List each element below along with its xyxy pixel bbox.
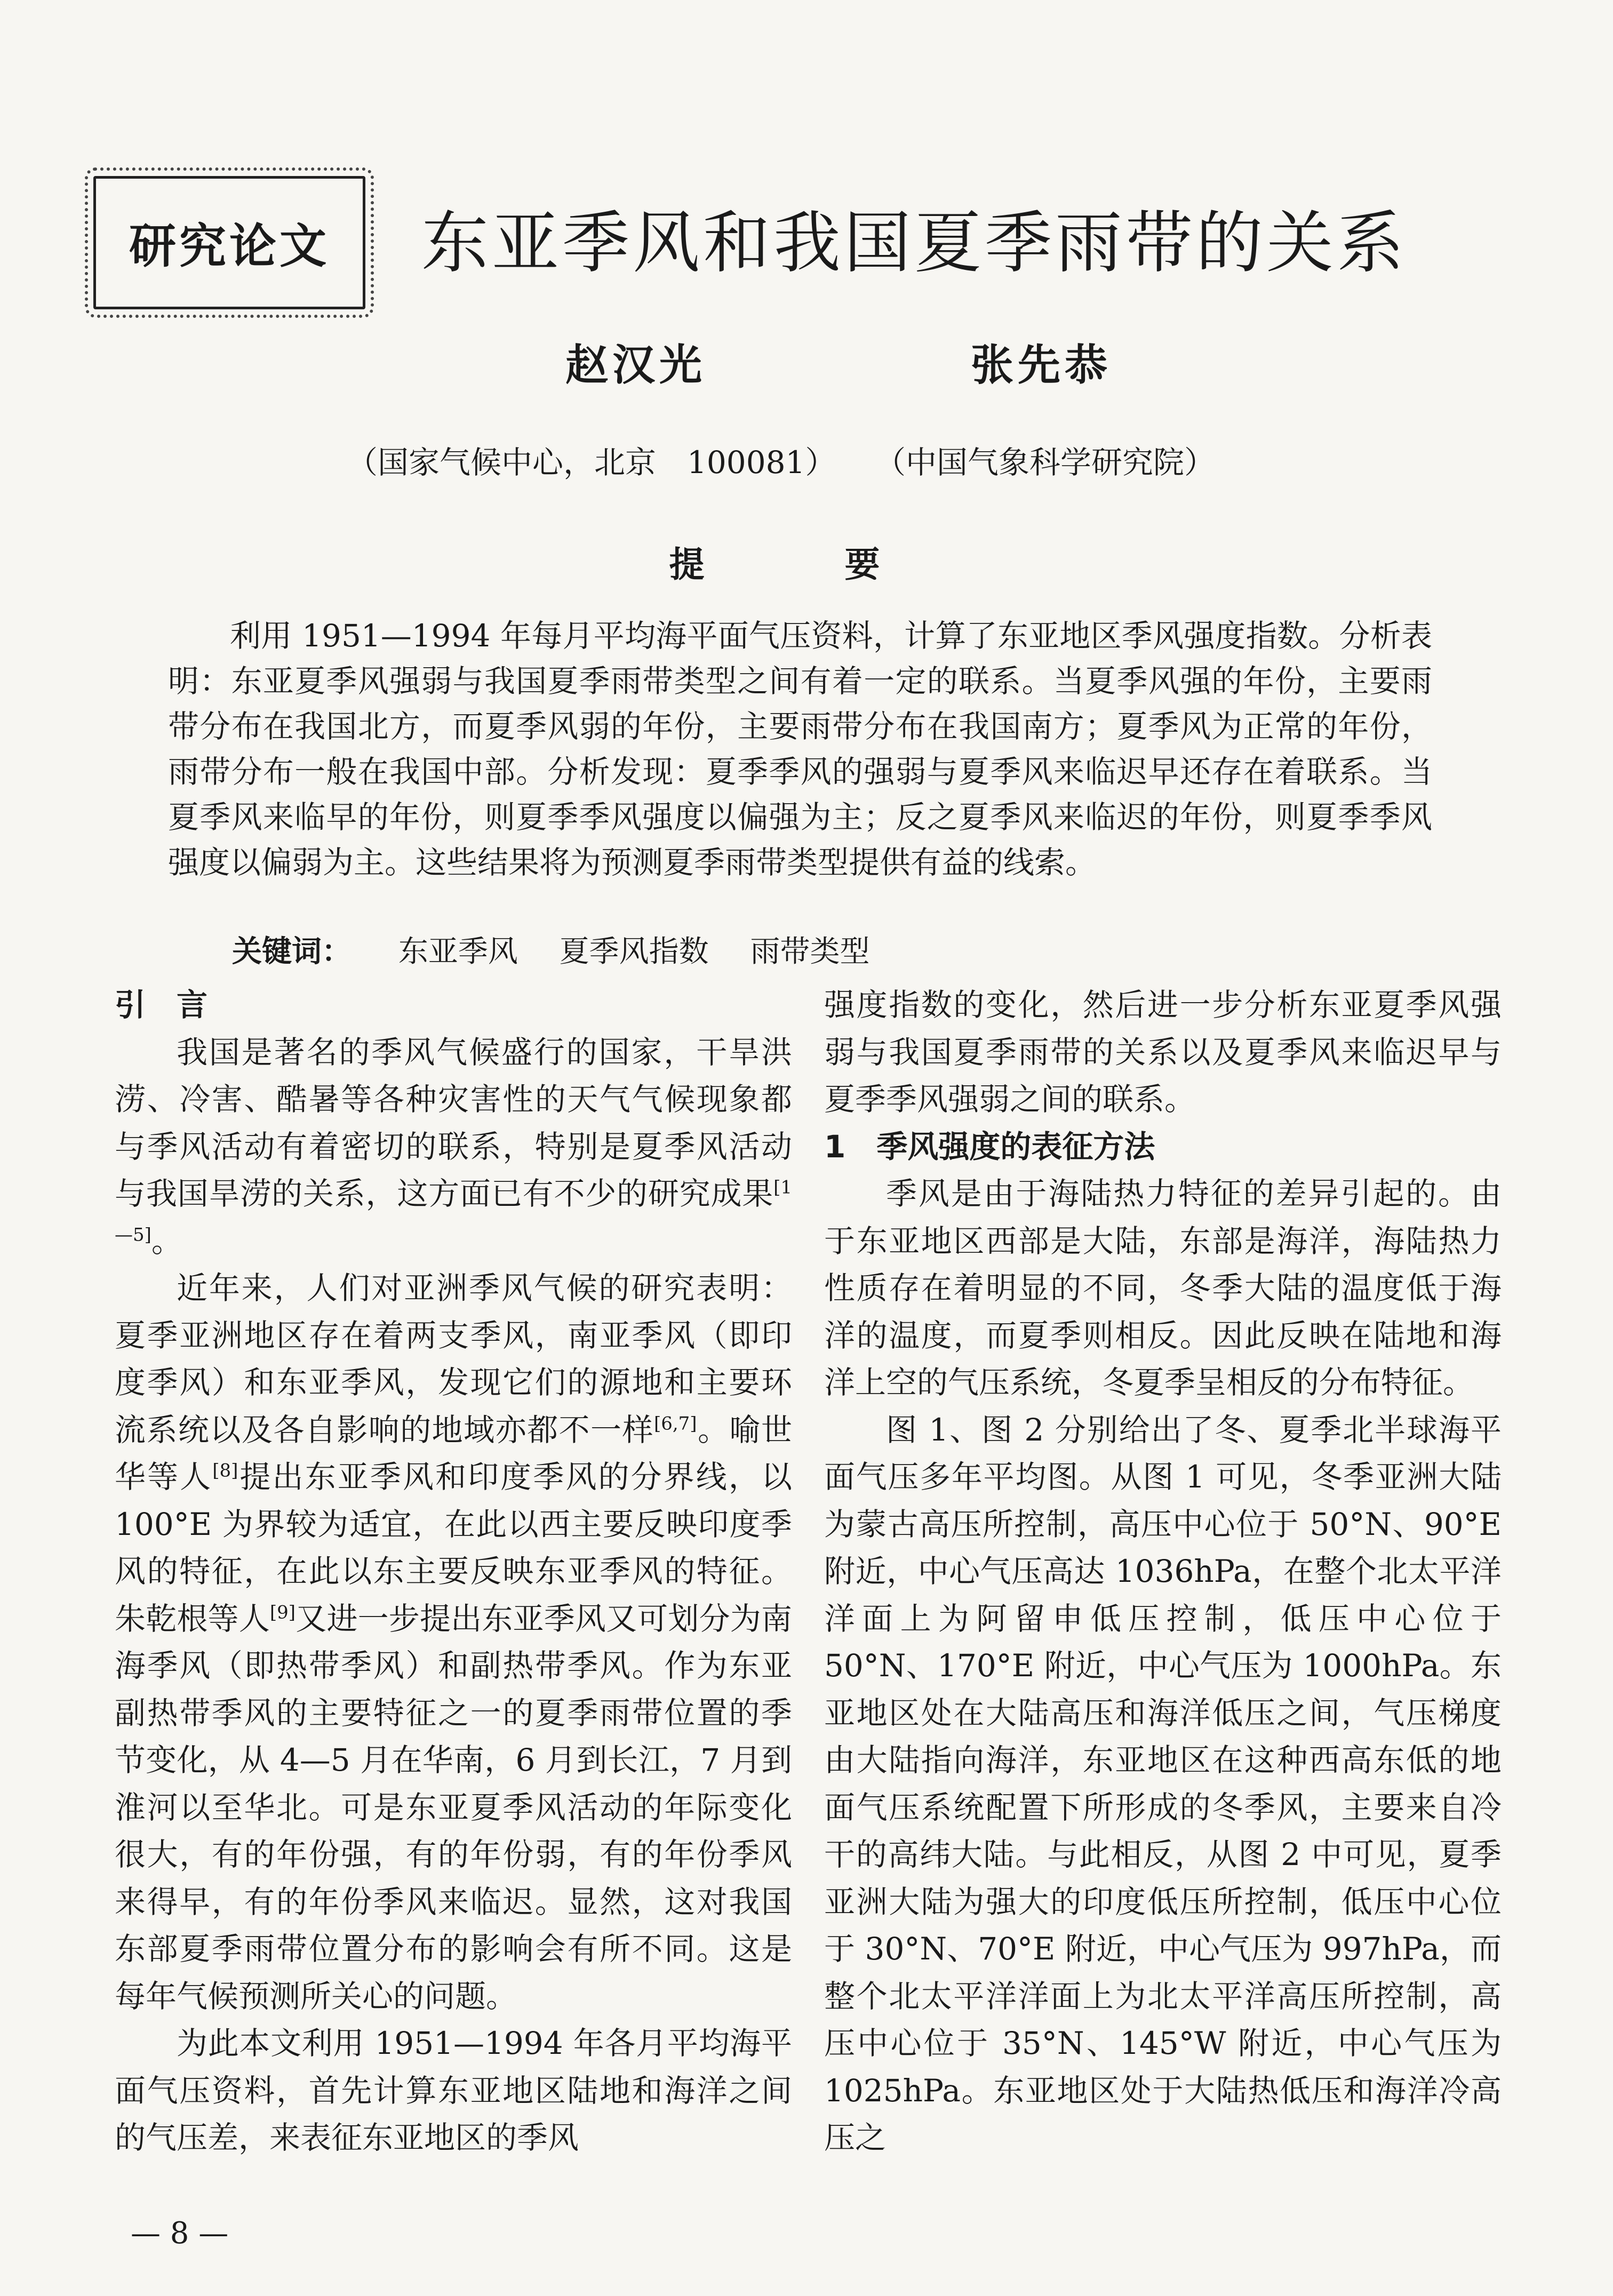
intro-paragraph-1: 我国是著名的季风气候盛行的国家，干旱洪涝、冷害、酷暑等各种灾害性的天气气候现象都与季风活动有着密切的联系，特别是夏季风活动与我国旱涝的关系，这方面已有不少的研究成果[1—5]。 — [115, 1034, 792, 1259]
keyword-item: 东亚季风 — [398, 934, 518, 969]
intro-heading: 引 言 — [115, 987, 208, 1023]
citation: [6,7] — [653, 1413, 697, 1435]
intro-paragraph-3-continued: 强度指数的变化，然后进一步分析东亚夏季风强弱与我国夏季雨带的关系以及夏季风来临迟早与夏季季风强弱之间的联系。 — [824, 987, 1502, 1117]
keywords — [232, 928, 901, 971]
right-column — [824, 981, 1502, 2162]
left-column — [115, 981, 792, 2162]
intro-paragraph-3: 为此本文利用 1951—1994 年各月平均海平面气压资料，首先计算东亚地区陆地和海洋之间的气压差，来表征东亚地区的季风 — [115, 2025, 792, 2156]
citation: [9] — [269, 1602, 296, 1623]
citation: [8] — [212, 1460, 238, 1482]
section-1-paragraph-1: 季风是由于海陆热力特征的差异引起的。由于东亚地区西部是大陆，东部是海洋，海陆热力性质存在着明显的不同，冬季大陆的温度低于海洋的温度，而夏季则相反。因此反映在陆地和海洋上空的气压系统，冬夏季呈相反的分布特征。 — [824, 1175, 1502, 1401]
keyword-item: 雨带类型 — [750, 934, 870, 969]
intro-paragraph-2: 近年来，人们对亚洲季风气候的研究表明：夏季亚洲地区存在着两支季风，南亚季风（即印度季风）和东亚季风，发现它们的源地和主要环流系统以及各自影响的地域亦都不一样[6,7]。喻世华等人[8]提出东亚季风和印度季风的分界线，以 100°E 为界较为适宜，在此以西主要反映印度季风的特征，在此以东主要反映东亚季风的特征。朱乾根等人[9]又进一步提出东亚季风又可划分为南海季风（即热带季风）和副热带季风。作为东亚副热带季风的主要特征之一的夏季雨带位置的季节变化，从 4—5 月在华南，6 月到长江，7 月到淮河以至华北。可是东亚夏季风活动的年际变化很大，有的年份强，有的年份弱，有的年份季风来得早，有的年份季风来临迟。显然，这对我国东部夏季雨带位置分布的影响会有所不同。这是每年气候预测所关心的问题。 — [115, 1270, 792, 2014]
affiliation-1: （国家气候中心，北京 100081） — [347, 444, 836, 481]
section-1-paragraph-2: 图 1、图 2 分别给出了冬、夏季北半球海平面气压多年平均图。从图 1 可见，冬季亚洲大陆为蒙古高压所控制，高压中心位于 50°N、90°E 附近，中心气压高达 1036hPa，在整个北太平洋洋面上为阿留申低压控制，低压中心位于 50°N、170°E 附近，中心气压为 1000hPa。东亚地区处在大陆高压和海洋低压之间，气压梯度由大陆指向海洋，东亚地区在这种西高东低的地面气压系统配置下所形成的冬季风，主要来自冷干的高纬大陆。与此相反，从图 2 中可见，夏季亚洲大陆为强大的印度低压所控制，低压中心位于 30°N、70°E 附近，中心气压为 997hPa，而整个北太平洋洋面上为北太平洋高压所控制，高压中心位于 35°N、145°W 附近，中心气压为 1025hPa。东亚地区处于大陆热低压和海洋冷高压之 — [824, 1411, 1502, 2156]
section-badge — [93, 176, 365, 309]
abstract-heading: 提 要 — [669, 544, 944, 585]
keywords-label: 关键词： — [232, 934, 352, 969]
citation: [1—5] — [115, 1177, 792, 1246]
paper-title: 东亚季风和我国夏季雨带的关系 — [421, 204, 1407, 282]
abstract-body: 利用 1951—1994 年每月平均海平面气压资料，计算了东亚地区季风强度指数。分析表明：东亚夏季风强弱与我国夏季雨带类型之间有着一定的联系。当夏季风强的年份，主要雨带分布在我国北方，而夏季风弱的年份，主要雨带分布在我国南方；夏季风为正常的年份，雨带分布一般在我国中部。分析发现：夏季季风的强弱与夏季风来临迟早还存在着联系。当夏季风来临早的年份，则夏季季风强度以偏强为主；反之夏季风来临迟的年份，则夏季季风强度以偏弱为主。这些结果将为预测夏季雨带类型提供有益的线索。 — [168, 618, 1432, 881]
author-2: 张先恭 — [971, 340, 1112, 390]
keyword-item: 夏季风指数 — [559, 934, 709, 969]
page-number: — 8 — — [131, 2216, 229, 2251]
section-1-heading: 1 季风强度的表征方法 — [824, 1128, 1155, 1165]
section-badge-label: 研究论文 — [129, 219, 330, 274]
author-1: 赵汉光 — [565, 340, 706, 390]
affiliation-2: （中国气象科学研究院） — [875, 444, 1216, 481]
